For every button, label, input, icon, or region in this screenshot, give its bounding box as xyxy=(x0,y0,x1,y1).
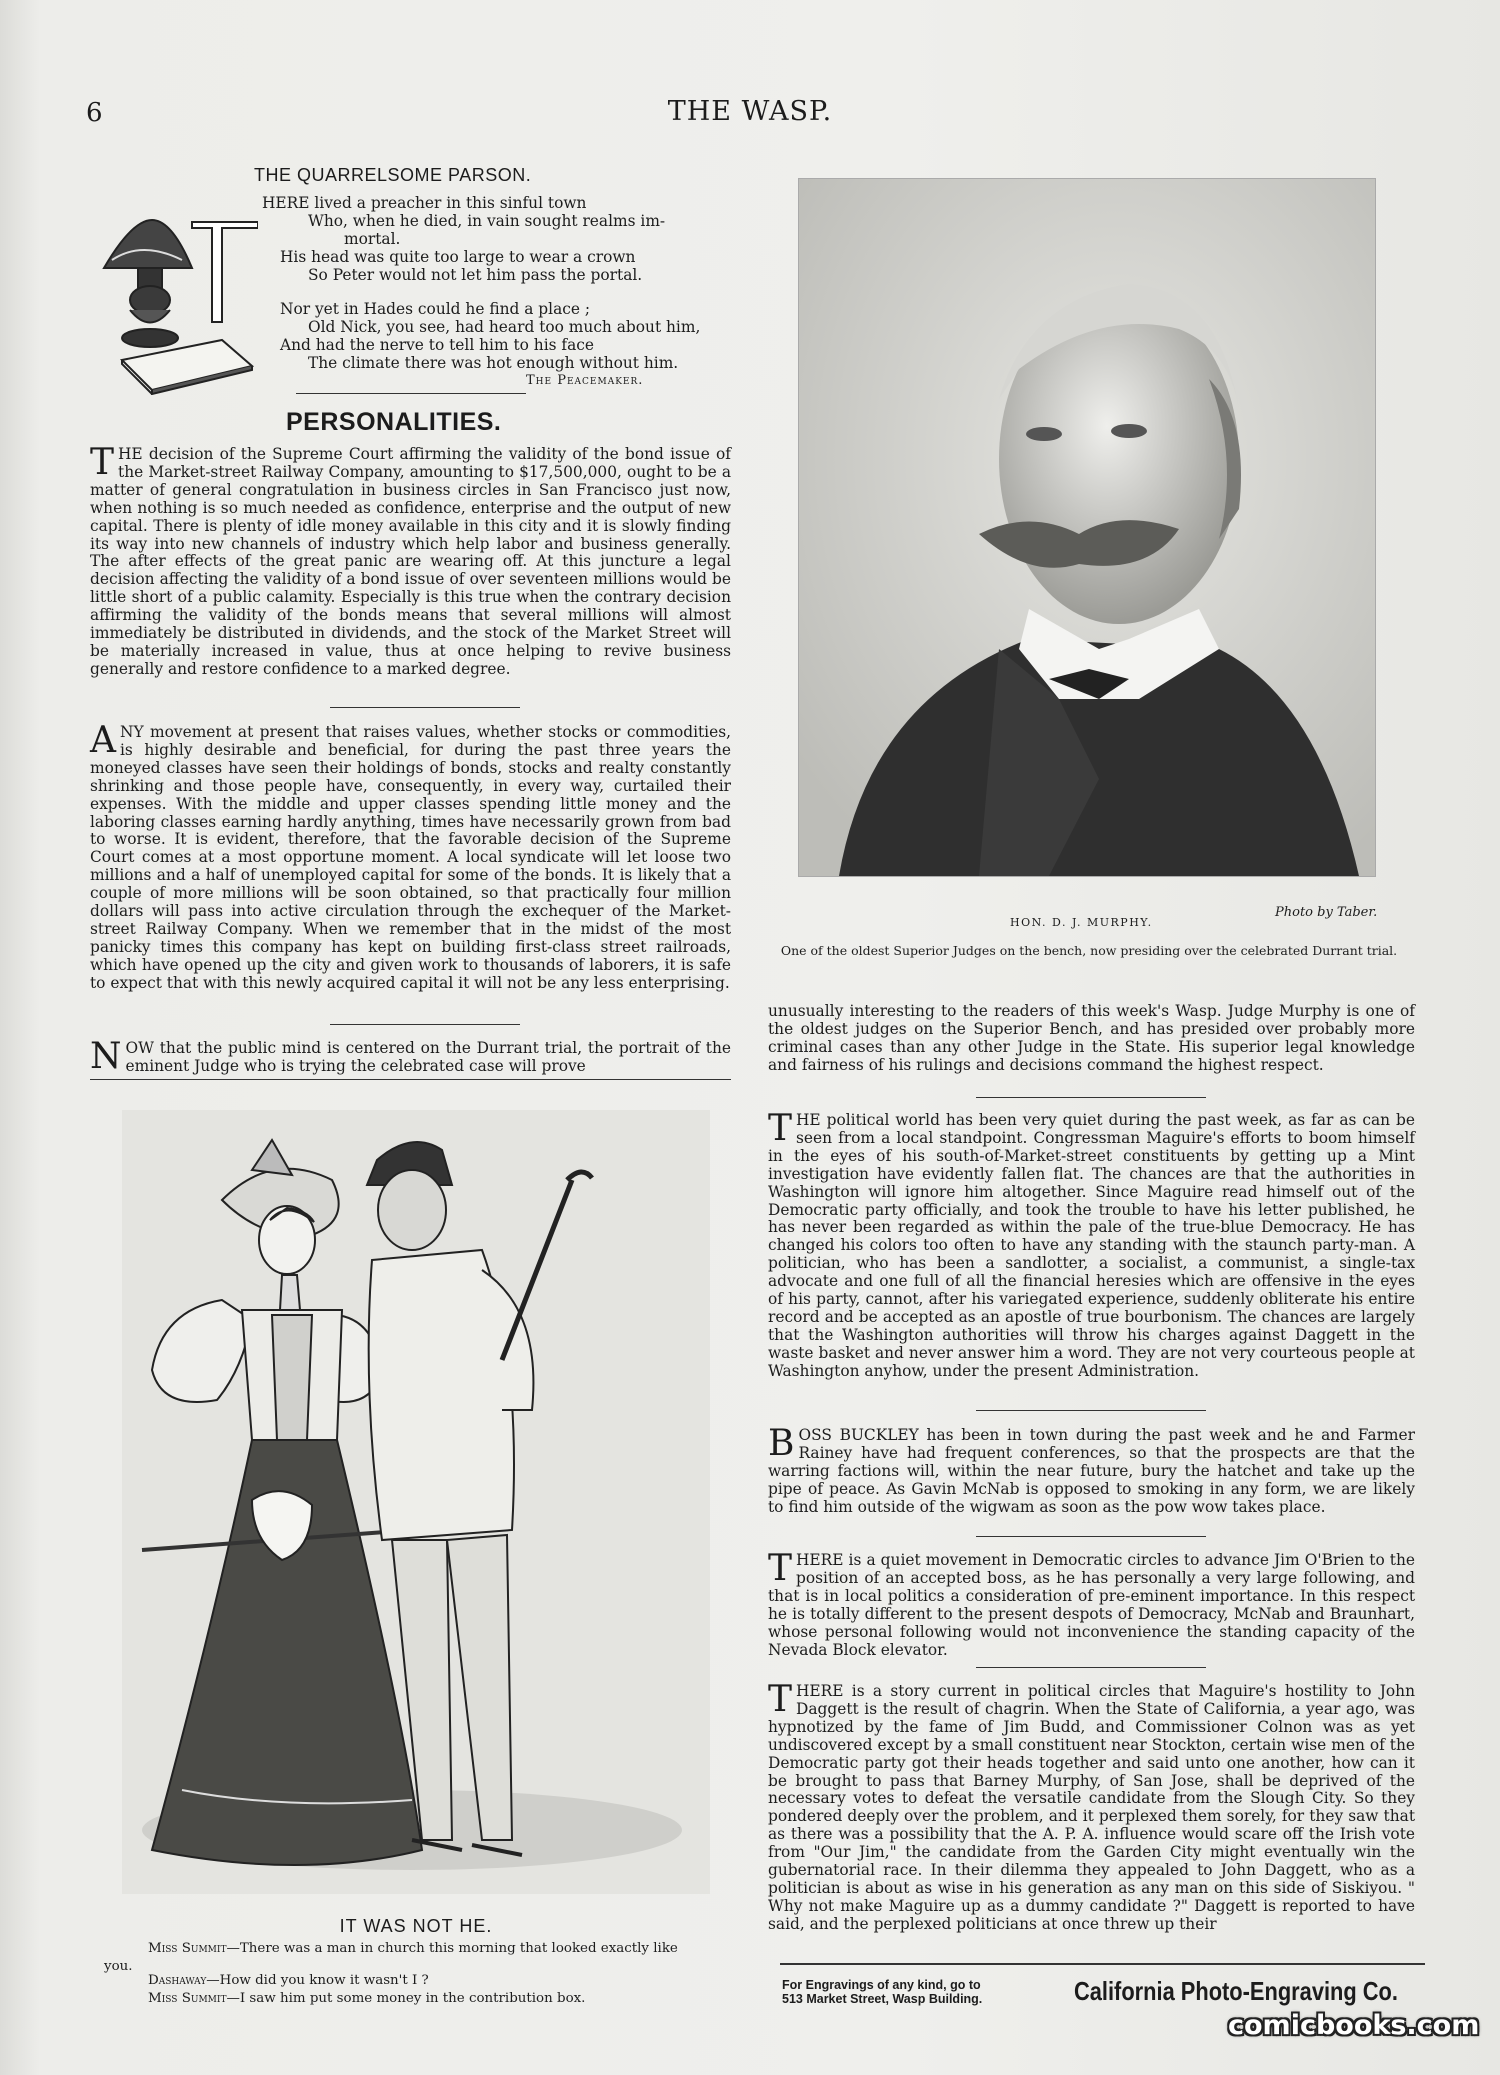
ad-company-name: California Photo-Engraving Co. xyxy=(1074,1976,1398,2006)
poem-title: THE QUARRELSOME PARSON. xyxy=(254,165,532,185)
dialogue-text: —There was a man in church this morning that looked exactly like xyxy=(226,1941,678,1956)
paragraph-text: HERE is a story current in political circles that Maguire's hostility to John Daggett is the result of chagrin. When the State of California, a year ago, was hypnotized by the fame of Jim Budd, and Commissioner Colnon was as yet undiscovered except by a small constituent near Stockton, certain wise men of the Democratic party got their heads together and said unto one another, how can it be brought to pass that Barney Murphy, of San Jose, shall be deprived of the necessary votes to defeat the versatile candidate from the Slough City. So they pondered deeply over the problem, and it perplexed them sorely, for they saw that as there was a possibility that the A. P. A. influence would scare off the Irish vote from "Our Jim," the candidate from the Garden City might eventually win the gubernatorial race. In their dilemma they appealed to John Daggett, who as a politician is about as wise in his generation as any man on this side of Siskiyou. " Why not make Maguire up as a dummy candidate ?" Daggett is reported to have said, and the perplexed politicians at once threw up their xyxy=(768,1682,1415,1933)
divider xyxy=(976,1097,1206,1098)
paragraph-text: HERE is a quiet movement in Democratic circles to advance Jim O'Brien to the position of an accepted boss, as he has personally a very large following, and that is in local politics a consideration of pre-eminent importance. In this respect he is totally different to the present despots of Democracy, McNab and Braunhart, whose personal following would not inconvenience the standing capacity of the Nevada Block elevator. xyxy=(768,1551,1415,1659)
cartoon-dialogue-wrap: you. xyxy=(104,1959,133,1974)
divider xyxy=(976,1667,1206,1668)
watermark: comicbooks.com xyxy=(1228,2010,1480,2041)
drop-cap: T xyxy=(768,1108,793,1149)
poem-line: So Peter would not let him pass the portal. xyxy=(308,266,643,284)
page-number: 6 xyxy=(86,98,103,128)
article-paragraph xyxy=(768,1679,1415,1934)
article-paragraph xyxy=(768,1003,1415,1075)
dialogue-text: —How did you know it wasn't I ? xyxy=(206,1973,429,1988)
portrait-name: HON. D. J. MURPHY. xyxy=(1010,916,1153,929)
paragraph-text: HE decision of the Supreme Court affirming the validity of the bond issue of the Market-street Railway Company, amounting to $17,500,000, ought to be a matter of general congratulation in business circles in San Francisco just now, when nothing is so much needed as confidence, enterprise and the output of new capital. There is plenty of idle money available in this city and it is slowly finding its way into new channels of industry which help labor and business generally. The after effects of the great panic are wearing off. At this juncture a legal decision affecting the validity of a bond issue of over seventeen millions would be little short of a public calamity. Especially is this true when the contrary decision affirming the validity of the bonds means that several millions will almost immediately be distributed in dividends, and the stock of the Market Street will be materially increased in value, thus at once helping to revive business generally and restore confidence to a marked degree. xyxy=(90,445,731,678)
paragraph-text: HE political world has been very quiet during the past week, as far as can be seen from a local standpoint. Congressman Maguire's efforts to boom himself in the eyes of his south-of-Market-street constituents by getting up a Mint investigation have evidently fallen flat. The chances are that the authorities in Washington will ignore him altogether. Since Maguire read himself out of the Democratic party officially, and took the trouble to have his letter published, he has never been regarded as within the pale of the true-blue Democracy. He has changed his colors too often to have any standing with the staunch party-man. A politician, who has been a sandlotter, a socialist, a communist, a single-tax advocate and one full of all the financial heresies which are offensive in the eyes of his party, cannot, after his variegated experience, suddenly obliterate his entire record and be accepted as an apostle of true bourbonism. The chances are largely that the Washington authorities will throw his charges against Daggett in the waste basket and never answer him a word. They are not very courteous people at Washington anyhow, under the present Administration. xyxy=(768,1111,1415,1380)
drop-cap: T xyxy=(768,1679,793,1720)
poem-signature: The Peacemaker. xyxy=(526,373,644,388)
article-paragraph xyxy=(768,1423,1415,1517)
divider xyxy=(330,1024,520,1025)
article-paragraph xyxy=(90,1036,731,1077)
poem-line: Nor yet in Hades could he find a place ; xyxy=(280,300,591,318)
speaker-name: Dashaway xyxy=(148,1973,207,1988)
drop-cap: B xyxy=(768,1423,795,1464)
divider xyxy=(330,707,520,708)
dialogue-text: —I saw him put some money in the contribution box. xyxy=(226,1991,586,2006)
poem-line: The climate there was hot enough without him. xyxy=(308,354,679,372)
cartoon-dialogue-line xyxy=(148,1990,585,2008)
divider xyxy=(976,1410,1206,1411)
ad-line: For Engravings of any kind, go to xyxy=(782,1978,981,1992)
cartoon-dialogue-line xyxy=(148,1972,429,1990)
speaker-name: Miss Summit xyxy=(148,1991,227,2006)
paragraph-text: OSS BUCKLEY has been in town during the past week and he and Farmer Rainey have had frequent conferences, so that the prospects are that the warring factions will, within the near future, bury the hatchet and take up the pipe of peace. As Gavin McNab is opposed to smoking in any form, we are likely to find him outside of the wigwam as soon as the pow wow takes place. xyxy=(768,1426,1415,1516)
drop-cap: N xyxy=(90,1036,122,1077)
paragraph-text: unusually interesting to the readers of this week's Wasp. Judge Murphy is one of the oldest judges on the Superior Bench, and has presided over probably more criminal cases than any other Judge in the State. His superior legal knowledge and fairness of his rulings and decisions command the highest respect. xyxy=(768,1002,1415,1074)
portrait-image xyxy=(799,179,1375,876)
divider xyxy=(976,1536,1206,1537)
cartoon-image xyxy=(122,1110,710,1894)
divider xyxy=(296,393,526,394)
drop-cap: T xyxy=(768,1548,793,1589)
ad-address xyxy=(782,1978,982,2006)
poem-body xyxy=(262,194,732,372)
cartoon-illustration xyxy=(122,1110,710,1894)
poem-line: Who, when he died, in vain sought realms im- xyxy=(308,212,666,230)
cartoon-dialogue-line xyxy=(148,1940,678,1958)
masthead-title: THE WASP. xyxy=(667,96,833,127)
poem-line: mortal. xyxy=(344,230,401,248)
poem-line: And had the nerve to tell him to his face xyxy=(280,336,595,354)
paragraph-text: OW that the public mind is centered on the Durrant trial, the portrait of the eminent Judge who is trying the celebrated case will prove xyxy=(125,1039,731,1075)
ad-line: 513 Market Street, Wasp Building. xyxy=(782,1992,983,2006)
article-paragraph xyxy=(768,1548,1415,1659)
photo-credit: Photo by Taber. xyxy=(1275,905,1378,920)
paragraph-text: NY movement at present that raises values, whether stocks or commodities, is highly desirable and beneficial, for during the past three years the moneyed classes have seen their holdings of bonds, stocks and realty constantly shrinking and those people have, consequently, in every way, curtailed their expenses. With the middle and upper classes spending little money and the laboring classes earning hardly anything, times have necessarily grown from bad to worse. It is evident, therefore, that the favorable decision of the Supreme Court comes at a most opportune moment. A local syndicate will let loose two millions and a half of unemployed capital for some of the bonds. It is likely that a couple of more millions will be soon obtained, so that practically four million dollars will pass into active circulation through the exchequer of the Market-street Railway Company. When we remember that in the midst of the most panicky times this company has kept on building first-class street railroads, which have opened up the city and given work to thousands of laborers, it is safe to expect that with this newly acquired capital it will not be any less enterprising. xyxy=(90,723,731,992)
poem-line: His head was quite too large to wear a crown xyxy=(280,248,636,266)
lamp-book-illustration xyxy=(82,200,258,395)
section-heading: PERSONALITIES. xyxy=(286,408,502,436)
article-paragraph xyxy=(90,720,731,993)
poem-line: HERE lived a preacher in this sinful town xyxy=(262,194,587,212)
cartoon-title: IT WAS NOT HE. xyxy=(339,1916,493,1936)
portrait-photo xyxy=(798,178,1376,877)
article-paragraph xyxy=(90,442,731,679)
article-paragraph xyxy=(768,1108,1415,1381)
ad-rule xyxy=(780,1963,1425,1965)
portrait-description: One of the oldest Superior Judges on the bench, now presiding over the celebrated Durrant trial. xyxy=(780,943,1398,958)
speaker-name: Miss Summit xyxy=(148,1941,227,1956)
divider xyxy=(90,1079,731,1080)
drop-cap: A xyxy=(90,720,116,761)
drop-cap: T xyxy=(90,442,115,483)
poem-line: Old Nick, you see, had heard too much about him, xyxy=(308,318,701,336)
